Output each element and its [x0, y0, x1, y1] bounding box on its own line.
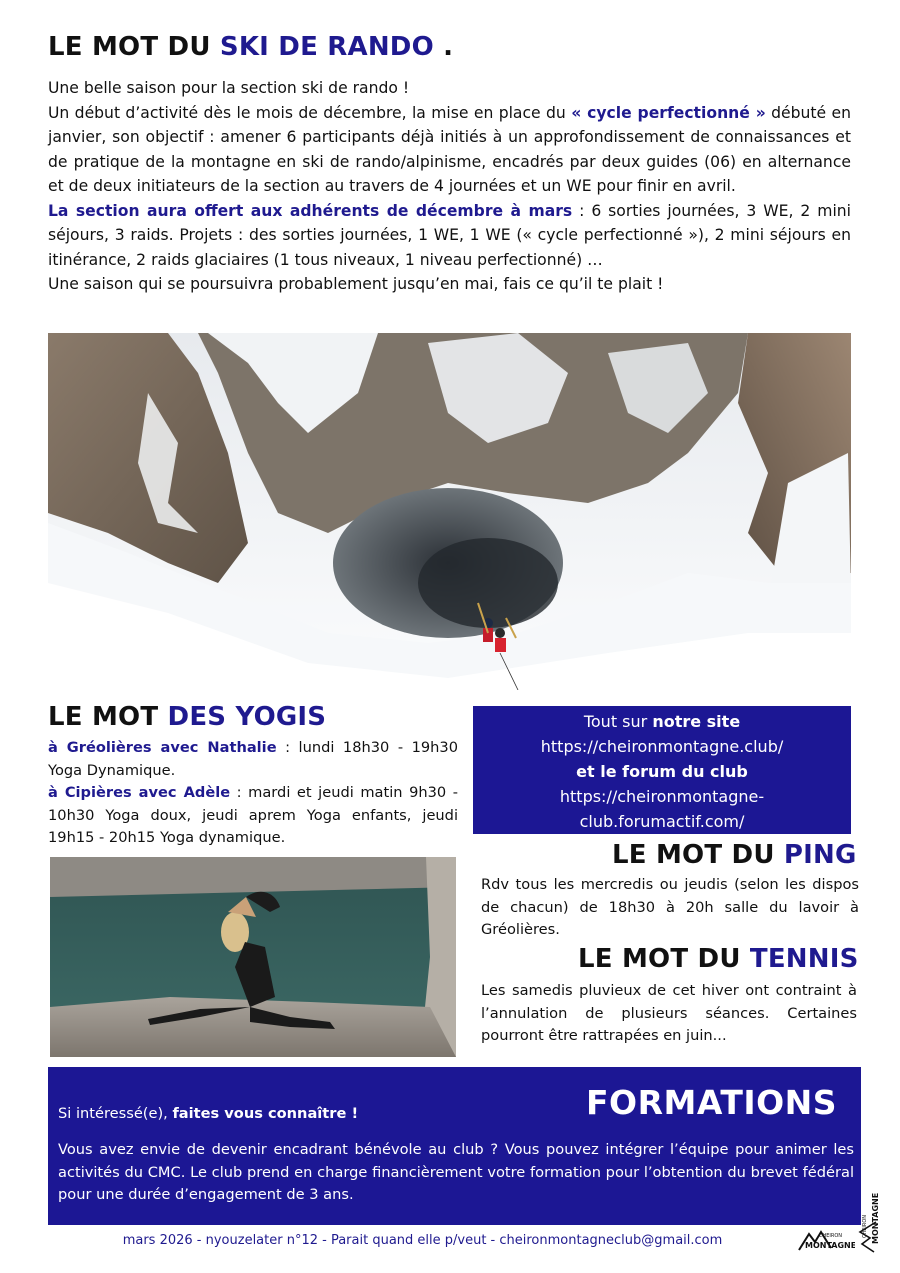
site-info-box — [473, 706, 851, 834]
tennis-title-plain: LE MOT DU — [578, 944, 750, 974]
ping-title-plain: LE MOT DU — [612, 840, 784, 870]
yoga-title-plain: LE MOT — [48, 702, 168, 732]
rando-p1: Une belle saison pour la section ski de rando ! — [48, 79, 410, 97]
ping-text: Rdv tous les mercredis ou jeudis (selon les dispos de chacun) de 18h30 à 20h salle du lavoir à Gréolières. — [481, 876, 859, 938]
site-forum-label: et le forum du club — [576, 762, 748, 781]
footer-text: mars 2026 - nyouzelater n°12 - Parait quand elle p/veut - cheironmontagneclub@gmail.com — [122, 1233, 723, 1248]
rando-p2-b: « cycle perfectionné » — [571, 103, 766, 122]
forum-url-link-b[interactable]: club.forumactif.com/ — [579, 812, 745, 831]
logo-vert-main: MONTAGNE — [871, 1192, 880, 1244]
club-logo-vertical — [856, 1172, 882, 1254]
yoga-p2-b: : mardi et jeudi matin 9h30 - 10h30 Yoga doux, jeudi aprem Yoga enfants, jeudi 19h15 - 20h15 Yoga dynamique. — [48, 784, 458, 846]
yoga-title — [48, 702, 326, 732]
yoga-title-accent: DES YOGIS — [167, 702, 327, 732]
logo-vert-top: CHEIRON — [862, 1214, 868, 1238]
rando-p3-b: : 6 sorties journées, 3 WE, 2 mini séjours, 3 raids. Projets : des sorties journées, 1 WE, 1 WE (« cycle perfectionné »), 2 mini séjours en itinérance, 2 raids glaciaires (1 tous niveaux, 1 niveau perfectionné) … — [48, 201, 851, 269]
formations-title: FORMATIONS — [586, 1083, 838, 1122]
yoga-p1-b: : lundi 18h30 - 19h30 Yoga Dynamique. — [48, 739, 458, 779]
rando-title-accent: SKI DE RANDO — [219, 32, 434, 62]
logo-small-top: CHEIRON — [819, 1233, 843, 1239]
tennis-title — [578, 944, 859, 974]
yoga-p2-a: à Cipières avec Adèle — [48, 784, 231, 801]
site-line1 — [473, 709, 851, 734]
ski-couloir-photo — [48, 333, 851, 690]
ping-title — [612, 840, 857, 870]
logo-small-main: MONTAGNE — [805, 1241, 855, 1250]
tennis-text: Les samedis pluvieux de cet hiver ont contraint à l’annulation de plusieurs séances. Certaines pourront être rattrapées en juin... — [481, 982, 857, 1044]
yoga-text — [48, 737, 458, 850]
ski-couloir-illustration — [48, 333, 851, 690]
yoga-p1-a: à Gréolières avec Nathalie — [48, 739, 277, 756]
formations-lead-a: Si intéressé(e), — [58, 1105, 173, 1122]
tennis-title-accent: TENNIS — [749, 944, 859, 974]
site-line1-a: Tout sur — [583, 712, 653, 731]
formations-text: Vous avez envie de devenir encadrant bénévole au club ? Vous pouvez intégrer l’équipe pour animer les activités du CMC. Le club prend en charge financièrement votre formation pour l’obtention du brevet fédéral pour une durée d’engagement de 3 ans. — [58, 1141, 854, 1203]
mountain-logo-vertical-icon — [856, 1172, 882, 1254]
yoga-photo — [50, 857, 456, 1057]
mountain-logo-icon — [797, 1226, 855, 1254]
yoga-p1 — [48, 737, 458, 782]
rando-p3 — [48, 199, 851, 273]
formations-lead-b: faites vous connaître ! — [172, 1105, 359, 1122]
rando-title-plain: LE MOT DU — [48, 32, 220, 62]
rando-p2-a: Un début d’activité dès le mois de décembre, la mise en place du — [48, 103, 572, 122]
rando-intro — [48, 76, 851, 297]
rando-title — [48, 32, 453, 62]
formations-box — [48, 1067, 861, 1225]
site-url-link[interactable]: https://cheironmontagne.club/ — [540, 737, 784, 756]
rando-p4: Une saison qui se poursuivra probablement jusqu’en mai, fais ce qu’il te plait ! — [48, 275, 664, 293]
formations-lead — [58, 1105, 358, 1122]
site-line1-b: notre site — [652, 712, 741, 731]
rando-p2-c: débuté en janvier, son objectif : amener 6 participants déjà initiés à un approfondissement de connaissances et de pratique de la montagne en ski de rando/alpinisme, encadrés par deux guides (06) en alternance et de deux initiateurs de la section au travers de 4 journées et un WE pour finir en avril. — [48, 103, 851, 195]
forum-url-link-a[interactable]: https://cheironmontagne- — [559, 787, 765, 806]
rando-p2 — [48, 101, 851, 199]
rando-title-end: . — [433, 32, 454, 62]
rando-p3-a: La section aura offert aux adhérents de décembre à mars — [48, 201, 573, 220]
ping-title-accent: PING — [783, 840, 857, 870]
yoga-p2 — [48, 782, 458, 850]
yoga-illustration — [50, 857, 456, 1057]
club-logo-small — [797, 1226, 855, 1254]
